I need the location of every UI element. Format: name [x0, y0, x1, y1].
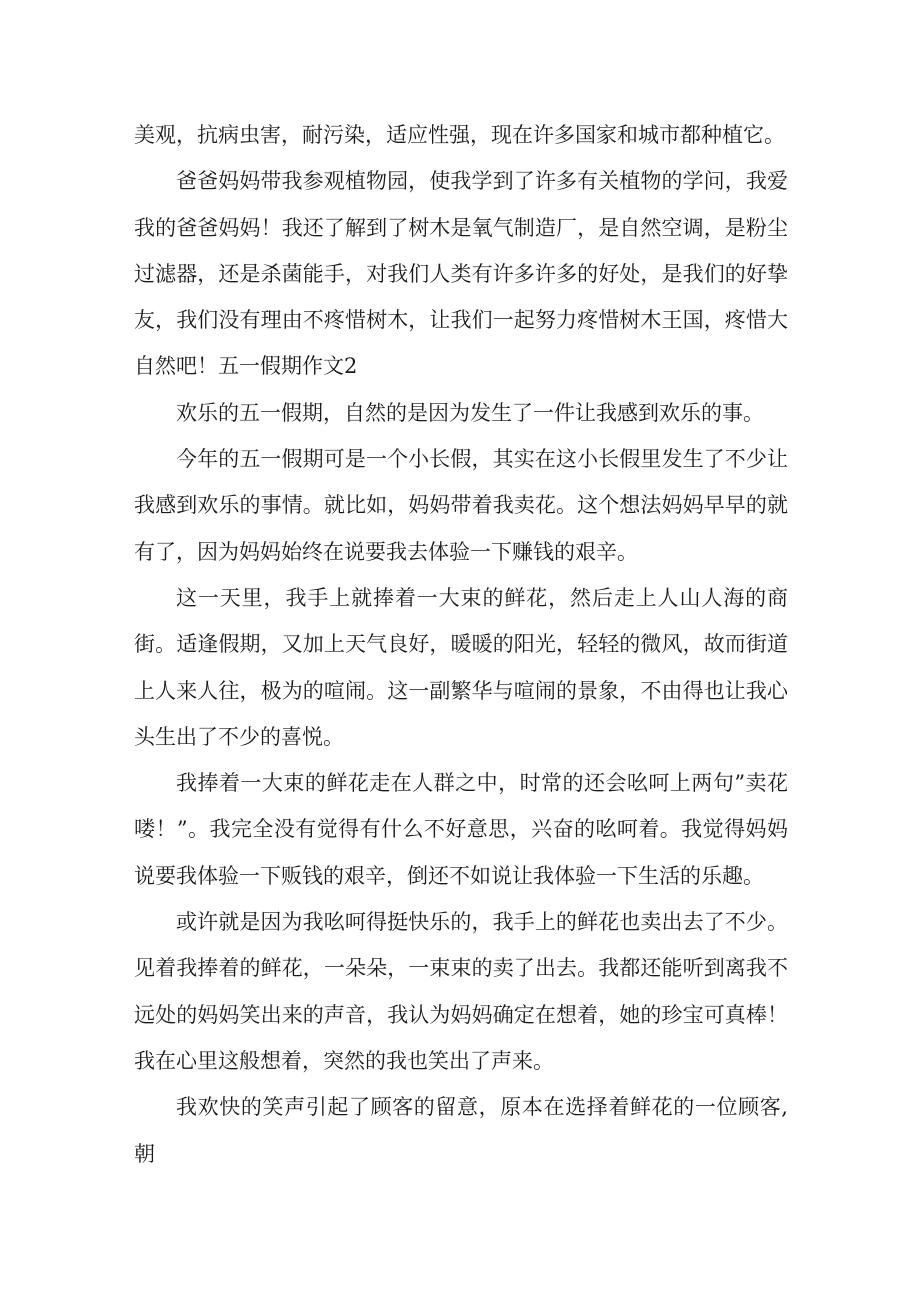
paragraph: 欢乐的五一假期，自然的是因为发生了一件让我感到欢乐的事。 — [176, 400, 764, 425]
paragraph: 或许就是因为我吆呵得挺快乐的，我手上的鲜花也卖出去了不少。见着我捧着的鲜花，一朵朵，一束束的卖了出去。我都还能听到离我不远处的妈妈笑出来的声音，我认为妈妈确定在想着，她的珍宝可真棒！我在心里这般想着，突然的我也笑出了声来。 — [134, 910, 788, 1073]
paragraph: 这一天里，我手上就捧着一大束的鲜花，然后走上人山人海的商街。适逢假期，又加上天气良好，暖暖的阳光，轻轻的微风，故而街道上人来人往，极为的喧闹。这一副繁华与喧闹的景象，不由得也让我心头生出了不少的喜悦。 — [134, 585, 788, 749]
document-body — [134, 112, 788, 1177]
paragraph: 爸爸妈妈带我参观植物园，使我学到了许多有关植物的学问，我爱我的爸爸妈妈！我还了解到了树木是氧气制造厂，是自然空调，是粉尘过滤器，还是杀菌能手，对我们人类有许多许多的好处，是我们的好挚友，我们没有理由不疼惜树木，让我们一起努力疼惜树木王国，疼惜大自然吧！五一假期作文2 — [134, 169, 788, 379]
paragraph: 我欢快的笑声引起了顾客的留意，原本在选择着鲜花的一位顾客,朝 — [134, 1095, 788, 1166]
paragraph: 我捧着一大束的鲜花走在人群之中，时常的还会吆呵上两句”卖花喽！”。我完全没有觉得有什么不好意思，兴奋的吆呵着。我觉得妈妈说要我体验一下贩钱的艰辛，倒还不如说让我体验一下生活的乐趣。 — [134, 771, 788, 888]
paragraph: 美观，抗病虫害，耐污染，适应性强，现在许多国家和城市都种植它。 — [134, 123, 785, 147]
paragraph: 今年的五一假期可是一个小长假，其实在这小长假里发生了不少让我感到欢乐的事情。就比如，妈妈带着我卖花。这个想法妈妈早早的就有了，因为妈妈始终在说要我去体验一下赚钱的艰辛。 — [134, 447, 788, 564]
